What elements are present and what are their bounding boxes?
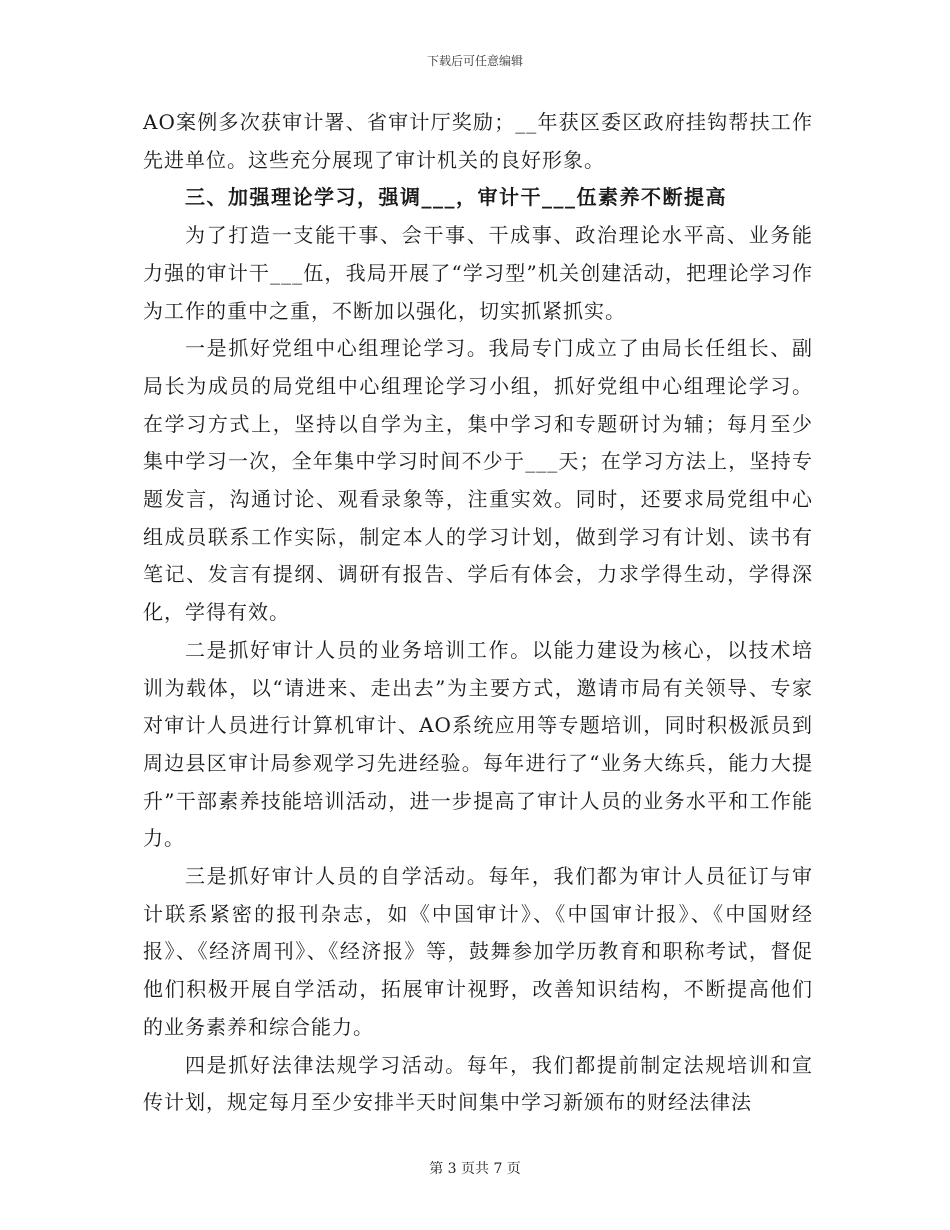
page-header: 下载后可任意编辑 (426, 54, 523, 68)
paragraph-item-2: 二是抓好审计人员的业务培训工作。以能力建设为核心，以技术培训为载体，以“请进来、走出去”为主要方式，邀请市局有关领导、专家对审计人员进行计算机审计、AO系统应用等专题培训，同时积极派员到周边县区审计局参观学习先进经验。每年进行了“业务大练兵，能力大提升”干部素养技能培训活动，进一步提高了审计人员的业务水平和工作能力。 (143, 637, 813, 851)
page-number: 第 3 页共 7 页 (429, 1161, 521, 1177)
paragraph-item-1: 一是抓好党组中心组理论学习。我局专门成立了由局长任组长、副局长为成员的局党组中心组理论学习小组，抓好党组中心组理论学习。在学习方式上，坚持以自学为主，集中学习和专题研讨为辅；每月至少集中学习一次，全年集中学习时间不少于___天；在学习方法上，坚持专题发言，沟通讨论、观看录象等，注重实效。同时，还要求局党组中心组成员联系工作实际，制定本人的学习计划，做到学习有计划、读书有笔记、发言有提纲、调研有报告、学后有体会，力求学得生动，学得深化，学得有效。 (143, 336, 813, 625)
section-heading: 三、加强理论学习，强调___，审计干___伍素养不断提高 (185, 185, 727, 210)
paragraph-continuation: AO案例多次获审计署、省审计厅奖励；__年获区委区政府挂钩帮扶工作先进单位。这些充分展现了审计机关的良好形象。 (143, 110, 813, 172)
paragraph-item-4: 四是抓好法律法规学习活动。每年，我们都提前制定法规培训和宣传计划，规定每月至少安排半天时间集中学习新颁布的财经法律法 (143, 1052, 813, 1115)
paragraph-item-3: 三是抓好审计人员的自学活动。每年，我们都为审计人员征订与审计联系紧密的报刊杂志，如《中国审计》、《中国审计报》、《中国财经报》、《经济周刊》、《经济报》等，鼓舞参加学历教育和职称考试，督促他们积极开展自学活动，拓展审计视野，改善知识结构，不断提高他们的业务素养和综合能力。 (143, 864, 813, 1039)
paragraph-intro: 为了打造一支能干事、会干事、干成事、政治理论水平高、业务能力强的审计干___伍，我局开展了“学习型”机关创建活动，把理论学习作为工作的重中之重，不断加以强化，切实抓紧抓实。 (143, 223, 813, 323)
document-body (143, 104, 813, 1122)
